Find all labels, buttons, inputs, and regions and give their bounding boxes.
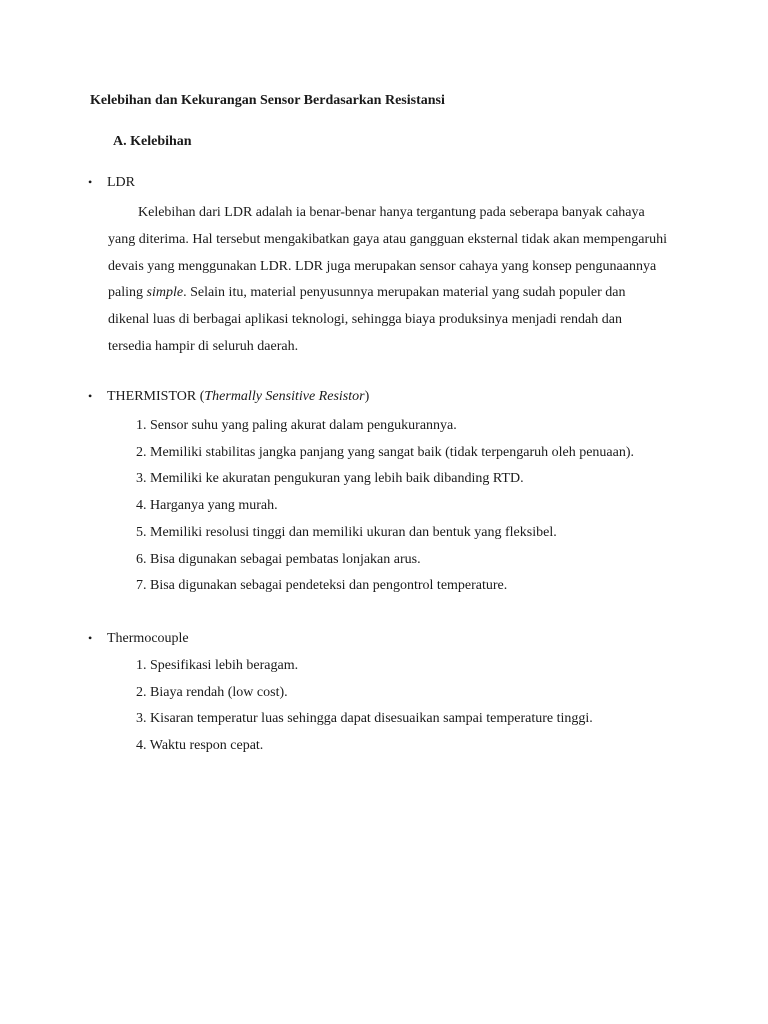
list-item: 4. Waktu respon cepat. [136,738,264,754]
list-item: 1. Spesifikasi lebih beragam. [136,658,299,673]
thermocouple-heading: Thermocouple [107,631,189,646]
ldr-heading: LDR [107,175,135,190]
list-item: 5. Memiliki resolusi tinggi dan memiliki ukuran dan bentuk yang fleksibel. [136,524,557,540]
ldr-paragraph [108,200,668,361]
thermistor-paren-close: ) [364,389,370,404]
list-item: 2. Biaya rendah (low cost). [136,684,288,700]
bullet-dot-icon: • [88,175,93,189]
ldr-paragraph-part2: . Selain itu, material penyusunnya merupakan material yang sudah populer dan dikenal luas di berbagai aplikasi teknologi, sehingga biaya produksinya menjadi rendah dan tersedia hampir di seluruh daerah. [108,285,626,354]
list-item: 2. Memiliki stabilitas jangka panjang yang sangat baik (tidak terpengaruh oleh penuaan). [136,444,635,460]
list-item: 3. Kisaran temperatur luas sehingga dapat disesuaikan sampai temperature tinggi. [136,711,593,727]
list-item: 7. Bisa digunakan sebagai pendeteksi dan pengontrol temperature. [136,578,508,594]
thermistor-heading-italic: Thermally Sensitive Resistor [204,389,365,404]
thermistor-paren-open: ( [196,389,205,404]
bullet-dot-icon: • [88,389,93,403]
list-item: 4. Harganya yang murah. [136,498,278,514]
ldr-paragraph-italic: simple [146,285,184,301]
thermistor-list [136,413,634,600]
bullet-dot-icon: • [88,631,93,645]
ldr-paragraph-part1: Kelebihan dari LDR adalah ia benar-benar hanya tergantung pada seberapa banyak cahaya yang diterima. Hal tersebut mengakibatkan gaya atau gangguan eksternal tidak akan mempengaruhi devais yang menggunakan LDR. LDR juga merupakan sensor cahaya yang konsep pengunaannya paling [108,205,668,301]
bullet-thermistor [88,389,369,405]
list-item: 1. Sensor suhu yang paling akurat dalam pengukurannya. [136,418,457,433]
document-title: Kelebihan dan Kekurangan Sensor Berdasarkan Resistansi [90,93,445,108]
bullet-ldr [88,175,135,191]
list-item: 6. Bisa digunakan sebagai pembatas lonjakan arus. [136,551,421,567]
section-heading-kelebihan: A. Kelebihan [113,134,192,149]
thermocouple-list [136,653,593,760]
bullet-thermocouple [88,631,189,647]
list-item: 3. Memiliki ke akuratan pengukuran yang lebih baik dibanding RTD. [136,471,524,487]
thermistor-heading: THERMISTOR [107,389,197,404]
